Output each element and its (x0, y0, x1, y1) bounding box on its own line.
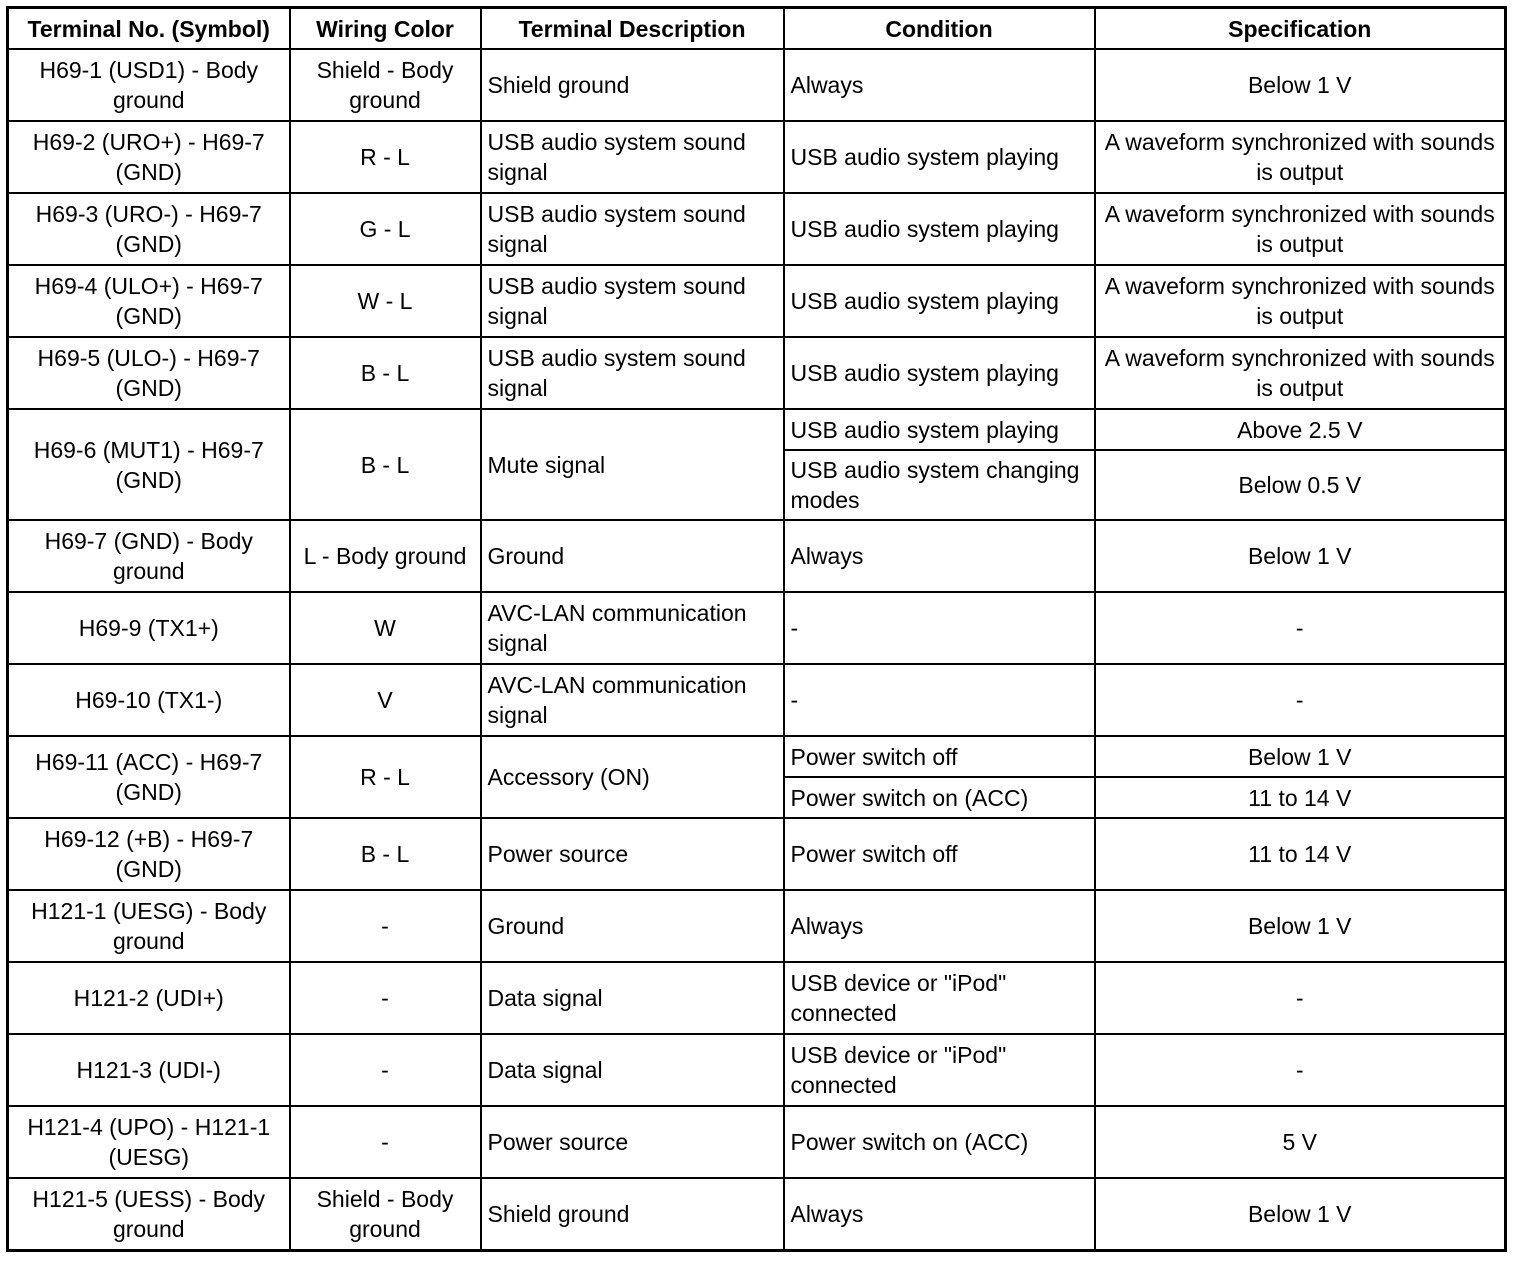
specification-cell: - (1095, 1034, 1506, 1106)
table-row (8, 409, 1506, 450)
specification-cell: Above 2.5 V (1095, 409, 1506, 450)
table-row (8, 736, 1506, 777)
specification-cell: A waveform synchronized with sounds is output (1095, 193, 1506, 265)
condition-cell: Power switch off (784, 818, 1095, 890)
condition-cell: USB audio system playing (784, 337, 1095, 409)
description-cell: Ground (481, 890, 784, 962)
table-row (8, 818, 1506, 890)
table-row (8, 49, 1506, 121)
table-row (8, 664, 1506, 736)
header-condition: Condition (784, 8, 1095, 50)
description-cell: Accessory (ON) (481, 736, 784, 818)
wiring-color-cell: R - L (290, 121, 481, 193)
terminal-spec-table (6, 6, 1507, 1252)
description-cell: Ground (481, 520, 784, 592)
condition-cell: Always (784, 890, 1095, 962)
terminal-cell: H121-5 (UESS) - Body ground (8, 1178, 290, 1251)
table-row (8, 1106, 1506, 1178)
table-row (8, 265, 1506, 337)
wiring-color-cell: W (290, 592, 481, 664)
description-cell: AVC-LAN communication signal (481, 592, 784, 664)
condition-cell: - (784, 664, 1095, 736)
description-cell: Power source (481, 1106, 784, 1178)
wiring-color-cell: Shield - Body ground (290, 1178, 481, 1251)
specification-cell: - (1095, 592, 1506, 664)
condition-cell: Always (784, 1178, 1095, 1251)
condition-cell: USB audio system changing modes (784, 450, 1095, 520)
table-row (8, 1178, 1506, 1251)
specification-cell: 5 V (1095, 1106, 1506, 1178)
description-cell: Mute signal (481, 409, 784, 520)
terminal-cell: H69-12 (+B) - H69-7 (GND) (8, 818, 290, 890)
header-wiring-color: Wiring Color (290, 8, 481, 50)
header-row (8, 8, 1506, 50)
specification-cell: Below 1 V (1095, 890, 1506, 962)
specification-cell: A waveform synchronized with sounds is output (1095, 121, 1506, 193)
specification-cell: Below 1 V (1095, 49, 1506, 121)
header-specification: Specification (1095, 8, 1506, 50)
condition-cell: USB device or "iPod" connected (784, 1034, 1095, 1106)
wiring-color-cell: - (290, 1106, 481, 1178)
specification-cell: Below 1 V (1095, 1178, 1506, 1251)
terminal-cell: H69-3 (URO-) - H69-7 (GND) (8, 193, 290, 265)
specification-cell: A waveform synchronized with sounds is output (1095, 265, 1506, 337)
description-cell: Data signal (481, 962, 784, 1034)
description-cell: USB audio system sound signal (481, 121, 784, 193)
table-row (8, 592, 1506, 664)
description-cell: USB audio system sound signal (481, 193, 784, 265)
description-cell: USB audio system sound signal (481, 337, 784, 409)
condition-cell: Power switch on (ACC) (784, 777, 1095, 818)
condition-cell: Always (784, 49, 1095, 121)
description-cell: Shield ground (481, 49, 784, 121)
wiring-color-cell: B - L (290, 409, 481, 520)
terminal-cell: H69-11 (ACC) - H69-7 (GND) (8, 736, 290, 818)
condition-cell: - (784, 592, 1095, 664)
condition-cell: USB audio system playing (784, 409, 1095, 450)
terminal-cell: H69-9 (TX1+) (8, 592, 290, 664)
terminal-cell: H69-4 (ULO+) - H69-7 (GND) (8, 265, 290, 337)
specification-cell: A waveform synchronized with sounds is output (1095, 337, 1506, 409)
description-cell: USB audio system sound signal (481, 265, 784, 337)
terminal-cell: H69-10 (TX1-) (8, 664, 290, 736)
table-row (8, 1034, 1506, 1106)
specification-cell: 11 to 14 V (1095, 777, 1506, 818)
wiring-color-cell: - (290, 890, 481, 962)
table-row (8, 520, 1506, 592)
table-row (8, 337, 1506, 409)
specification-cell: Below 1 V (1095, 736, 1506, 777)
terminal-cell: H121-4 (UPO) - H121-1 (UESG) (8, 1106, 290, 1178)
terminal-cell: H69-5 (ULO-) - H69-7 (GND) (8, 337, 290, 409)
terminal-cell: H69-7 (GND) - Body ground (8, 520, 290, 592)
condition-cell: Always (784, 520, 1095, 592)
description-cell: Shield ground (481, 1178, 784, 1251)
wiring-color-cell: W - L (290, 265, 481, 337)
wiring-color-cell: B - L (290, 337, 481, 409)
table-row (8, 962, 1506, 1034)
terminal-cell: H121-2 (UDI+) (8, 962, 290, 1034)
terminal-cell: H121-1 (UESG) - Body ground (8, 890, 290, 962)
wiring-color-cell: Shield - Body ground (290, 49, 481, 121)
table-row (8, 121, 1506, 193)
wiring-color-cell: - (290, 962, 481, 1034)
condition-cell: USB audio system playing (784, 265, 1095, 337)
terminal-cell: H69-2 (URO+) - H69-7 (GND) (8, 121, 290, 193)
wiring-color-cell: R - L (290, 736, 481, 818)
condition-cell: Power switch off (784, 736, 1095, 777)
wiring-color-cell: - (290, 1034, 481, 1106)
specification-cell: 11 to 14 V (1095, 818, 1506, 890)
description-cell: Data signal (481, 1034, 784, 1106)
description-cell: AVC-LAN communication signal (481, 664, 784, 736)
terminal-cell: H69-6 (MUT1) - H69-7 (GND) (8, 409, 290, 520)
specification-cell: Below 0.5 V (1095, 450, 1506, 520)
condition-cell: USB audio system playing (784, 193, 1095, 265)
description-cell: Power source (481, 818, 784, 890)
table-row (8, 193, 1506, 265)
header-terminal-description: Terminal Description (481, 8, 784, 50)
header-terminal: Terminal No. (Symbol) (8, 8, 290, 50)
specification-cell: - (1095, 664, 1506, 736)
wiring-color-cell: G - L (290, 193, 481, 265)
condition-cell: USB audio system playing (784, 121, 1095, 193)
wiring-color-cell: L - Body ground (290, 520, 481, 592)
condition-cell: USB device or "iPod" connected (784, 962, 1095, 1034)
condition-cell: Power switch on (ACC) (784, 1106, 1095, 1178)
terminal-spec-table-wrapper (6, 6, 1507, 1252)
specification-cell: - (1095, 962, 1506, 1034)
terminal-cell: H69-1 (USD1) - Body ground (8, 49, 290, 121)
terminal-cell: H121-3 (UDI-) (8, 1034, 290, 1106)
wiring-color-cell: V (290, 664, 481, 736)
wiring-color-cell: B - L (290, 818, 481, 890)
specification-cell: Below 1 V (1095, 520, 1506, 592)
table-row (8, 890, 1506, 962)
